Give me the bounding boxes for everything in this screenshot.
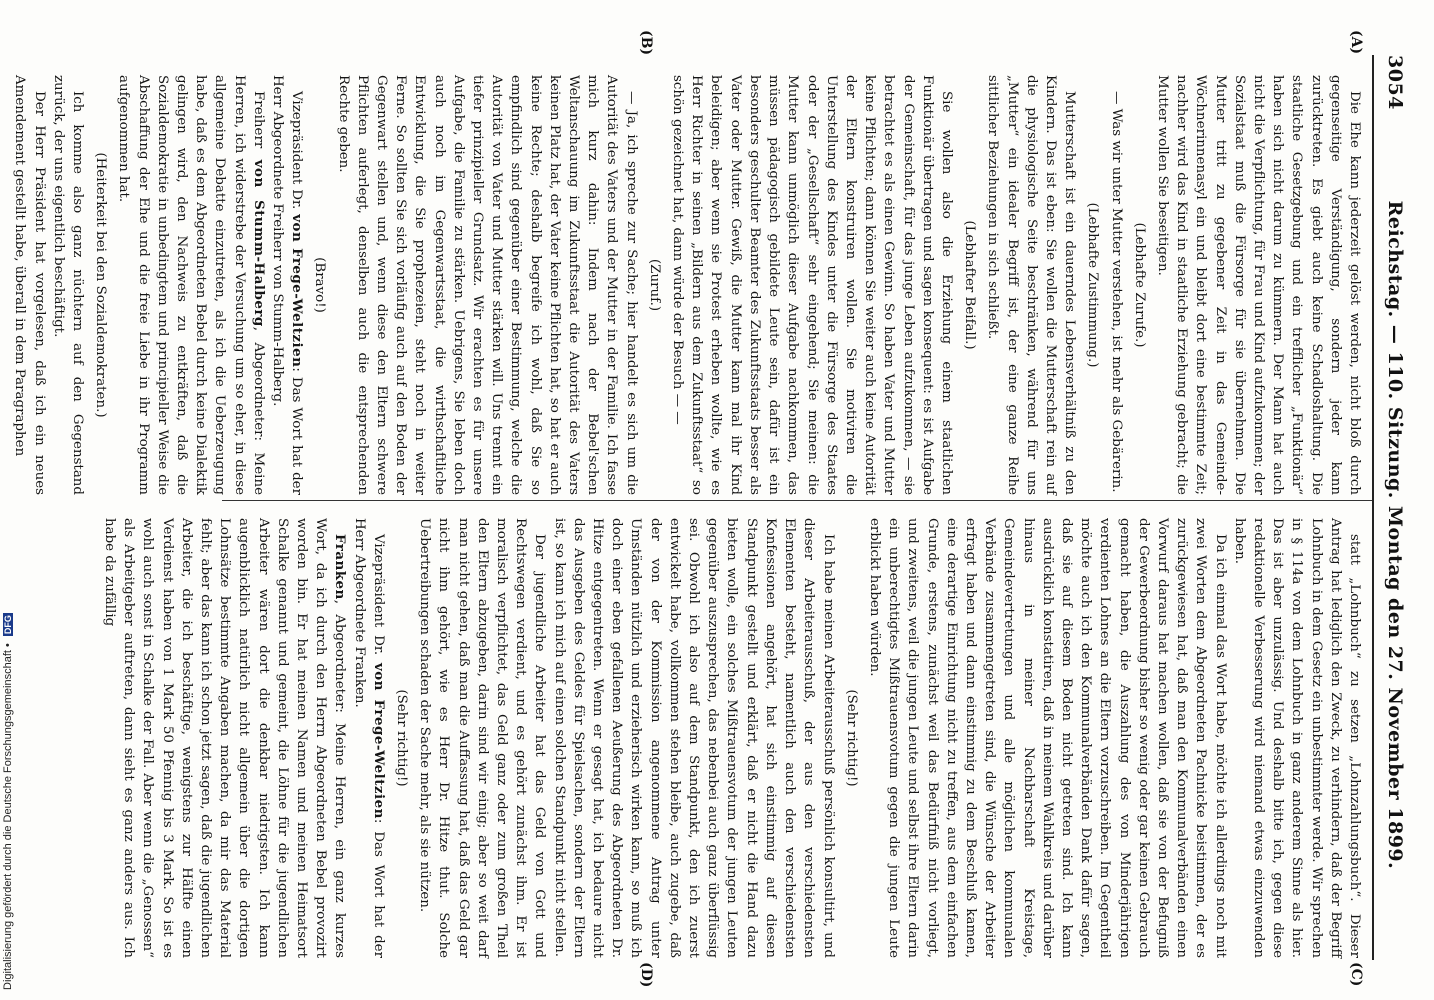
paragraph: Die Ehe kann jederzeit gelöst werden, nicht bloß durch gegenseitige Verständigung, sondern jeder kann zurücktreten. Es giebt auch keine Schadloshaltung. Die staatliche Gesetzgebung und ein trefflicher „Funktionär“ haben sich nicht darum zu kümmern. Der Mann hat auch nicht die Verpflichtung, für Frau und Kind aufzukommen; der Sozialstaat muß die Fürsorge für sie übernehmen. Die Mutter tritt zu gegebener Zeit in das Gemeinde-Wöchnerinnenasyl ein und bleibt dort eine bestimmte Zeit; nachher wird das Kind in staatliche Erziehung gebracht; die Mutter wollen Sie beseitigen. xyxy=(1154,75,1362,495)
paragraph: Der jugendliche Arbeiter hat das Geld von Gott und Rechtswegen verdient, und es gehört zunächst ihm. Er ist moralisch verpflichtet, das Geld ganz oder zum großen Theil den Eltern abzugeben, darin sind wir einig; aber so weit darf man nicht gehen, daß man die Auffassung hat, daß das Geld gar nicht ihm gehört, wie es Herr Dr. Hitze thut. Solche Uebertreibungen schaden der Sache mehr, als sie nützen. xyxy=(417,518,548,958)
dfg-logo: DFG xyxy=(3,615,13,635)
interjection: (Sehr richtig!) xyxy=(394,689,410,787)
paragraph: statt „Lohnbuch“ zu setzen „Lohnzahlungsbuch“. Dieser Antrag hat lediglich den Zweck, zu verhindern, daß der Begriff Lohnbuch in dem Gesetz ein unbestimmter werde. Wir sprechen in § 114a von dem Lohnbuch in ganz anderem Sinne als hier. Das ist aber unzulässig. Und deshalb bitte ich, gegen diese redaktionelle Verbesserung wird niemand etwas einzuwenden haben. xyxy=(1231,518,1362,958)
margin-letter-a: (A) xyxy=(1348,30,1364,55)
page-title: Reichstag. — 110. Sitzung. Montag den 27. November 1899. xyxy=(1384,200,1406,870)
interjection: (Heiterkeit bei den Sozialdemokraten.) xyxy=(93,152,109,418)
interjection: (Zuruf.) xyxy=(646,258,662,312)
paragraph: Vizepräsident Dr. von Frege-Weltzien: Das Wort hat der Herr Abgeordnete Freiherr von Stumm-Halberg. xyxy=(270,75,306,495)
paragraph: Freiherr von Stumm-Halberg, Abgeordneter: Meine Herren, ich widerstrebe der Versuchung um so eher, in diese allgemeine Debatte einzutreten, als ich die Ueberzeugung habe, daß es dem Abgeordneten Bebel durch keine Dialektik gelingen wird, den Nachweis zu entkräften, daß die Sozialdemokratie in unbedingtem und principieller Weise die Abschaffung der Ehe und die freie Liebe in ihr Programm aufgenommen hat. xyxy=(116,75,267,496)
interjection: (Lebhafte Zustimmung.) xyxy=(1085,202,1101,368)
left-column xyxy=(10,75,1364,495)
interjection: (Bravo!) xyxy=(312,257,328,313)
paragraph: Da ich einmal das Wort habe, möchte ich allerdings noch mit zwei Worten dem Abgeordneten Pachnicke beistimmen, der es zurückgewiesen hat, daß man den Kommunalverbänden einen Vorwurf daraus hat machen wollen, daß sie von der Befugniß der Gewerbeordnung bisher so wenig oder gar keinen Gebrauch gemacht haben, die Auszahlung des von Minderjährigen verdienten Lohnes an die Eltern vorzuschreiben. Im Gegentheil möchte auch ich den Kommunalverbänden Dank dafür sagen, daß sie auf diesem Boden nicht getreten sind. Ich kann ausdrücklich konstatiren, daß in meinem Wahlkreis und darüber hinaus in meiner Nachbarschaft Kreistage, Gemeindevertretungen und alle möglichen kommunalen Verbände zusammengetreten sind, die Wünsche der Arbeiter erfragt haben und dann einstimmig zu dem Beschluß kamen, eine derartige Einrichtung nicht zu treffen, aus dem einfachen Grunde, erstens, zunächst weil das Bedürfniß nicht vorliegt, und zweitens, weil die jungen Leute und selbst ihre Eltern darin ein unberechtigtes Mißtrauensvotum gegen die jungen Leute erblickt haben würden. xyxy=(866,518,1228,958)
digitization-note xyxy=(0,0,18,1000)
paragraph: Mutterschaft ist ein dauerndes Lebensverhältniß zu den Kindern. Das ist eben: Sie wollen die Mutterschaft rein auf die physiologische Seite beschränken, während für uns „Mutter“ ein idealer Begriff ist, der eine ganze Reihe sittlicher Beziehungen in sich schließt. xyxy=(985,75,1078,495)
interjection: (Sehr richtig!) xyxy=(843,689,859,787)
right-column xyxy=(100,518,1364,958)
page-header xyxy=(1378,55,1412,960)
interjection: (Lebhafter Beifall.) xyxy=(962,220,978,350)
paragraph: Ich habe meinen Arbeiterausschuß persönlich konsultirt, und dieser Arbeiterausschuß, der aus den verschiedensten Elementen besteht, namentlich auch den verschiedensten Konfessionen angehört, hat sich einstimmig auf diesen Standpunkt gestellt und erklärt, daß er nicht die Hand dazu bieten wolle, ein solches Mißtrauensvotum der jungen Leuten gegenüber auszusprechen, das nebenbei auch ganz überflüssig sei. Obwohl ich also auf dem Standpunkt, den ich zuerst entwickelt habe, vollkommen stehen bleibe, auch zugebe, daß der von der Kommission angenommene Antrag unter Umständen nützlich und erzieherisch wirken kann, so muß ich doch einer eben gefallenen Aeußerung des Abgeordneten Dr. Hitze entgegentreten. Wenn er gesagt hat, ich bedaure nicht das Ausgeben des Geldes für Spielsachen, sondern der Eltern ist, so kann ich mich auf einen solchen Standpunkt nicht stellen. xyxy=(551,518,836,958)
paragraph: Vizepräsident Dr. von Frege-Weltzien: Das Wort hat der Herr Abgeordnete Franken. xyxy=(351,518,387,958)
column-divider xyxy=(222,500,1372,501)
margin-letter-b: (B) xyxy=(638,30,654,56)
margin-letter-d: (D) xyxy=(638,962,654,988)
page-number: 3054 xyxy=(1384,55,1406,110)
header-rule xyxy=(1372,55,1374,960)
paragraph: Sie wollen also die Erziehung einem staatlichen Funktionär übertragen und sagen konsequent: es ist Aufgabe der Gemeinschaft, für das junge Leben aufzukommen, — sie betrachtet es als einen Gewinn. So haben Vater und Mutter keine Pflichten; dann können Sie weiter auch keine Autorität der Eltern konstruiren wollen. Sie motiviren die Unterstellung des Kindes unter die Fürsorge des Staates oder der „Gesellschaft“ sehr eingehend; Sie meinen: die Mutter kann unmöglich dieser Aufgabe nachkommen, das müssen pädagogisch gebildete Leute sein, dafür ist ein besonders geschulter Beamter des Zukunftsstaats besser als Vater oder Mutter. Gewiß, die Mutter kann mal ihr Kind beleidigen; aber wenn sie Protest erheben wollte, wie es Herr Richter in seinen „Bildern aus dem Zukunftsstaat“ so schön gezeichnet hat, dann würde der Besuch — — xyxy=(670,75,954,495)
paragraph: Der Herr Präsident hat vorgelesen, daß ich ein neues Amendement gestellt habe, überall in dem Paragraphen xyxy=(12,75,47,495)
paragraph: Franken, Abgeordneter: Meine Herren, ein ganz kurzes Wort, da ich durch den Herrn Abgeordneten Bebel provozirt worden bin. Er hat meinen Namen und meinen Heimatsort Schalke genannt und gemeint, die Löhne für die jugendlichen Arbeiter wären dort die denkbar niedrigsten. Ich kann augenblicklich natürlich nicht allgemein über die dortigen Lohnsätze bestimmte Angaben machen, da mir das Material fehlt; aber das kann ich schon jetzt sagen, daß die jugendlichen Arbeiter, die ich beschäftige, wenigstens zur Hälfte einen Verdienst haben von 1 Mark 50 Pfennig bis 3 Mark. So ist es wohl auch sonst in Schalke der Fall. Aber wenn die „Genossen“ als Arbeitgeber auftreten, dann sieht es ganz anders aus. Ich habe da zufällig xyxy=(102,518,349,958)
margin-letter-c: (C) xyxy=(1348,962,1364,987)
digitization-text: Digitalisierung gefördert durch die Deutsche Forschungsgemeinschaft • xyxy=(2,643,14,990)
paragraph: Ich komme also ganz nüchtern auf den Gegenstand zurück, der uns eigentlich beschäftigt. xyxy=(50,75,85,495)
interjection: (Lebhafte Zurufe.) xyxy=(1131,222,1147,348)
paragraph: — Was wir unter Mutter verstehen, ist mehr als Gebärerin. xyxy=(1108,91,1124,493)
paragraph: — Ja, ich spreche zur Sache; hier handelt es sich um die Autorität des Vaters und der Mutter in der Familie. Ich fasse mich kurz dahin: Indem nach der Bebel'schen Weltanschauung im Zukunftsstaat die Autorität des Vaters keinen Platz hat, der Vater keine Pflichten hat, so hat er auch keine Rechte; deshalb begreife ich wohl, daß Sie so empfindlich sind gegenüber einer Bestimmung, welche die Autorität von Vater und Mutter stärken will. Uns trennt ein tiefer prinzipieller Grundsatz. Wir erachten es für unsere Aufgabe, die Familie zu stärken. Uebrigens, Sie leben doch auch noch im Gegenwartsstaat, die wirthschaftliche Entwicklung, die Sie prophezeien, steht noch in weiter Ferne. So sollten Sie sich vorläufig auch auf den Boden der Gegenwart stellen und, wenn diese den Eltern schwere Pflichten auferlegt, denselben auch die entsprechenden Rechte geben. xyxy=(335,75,639,495)
